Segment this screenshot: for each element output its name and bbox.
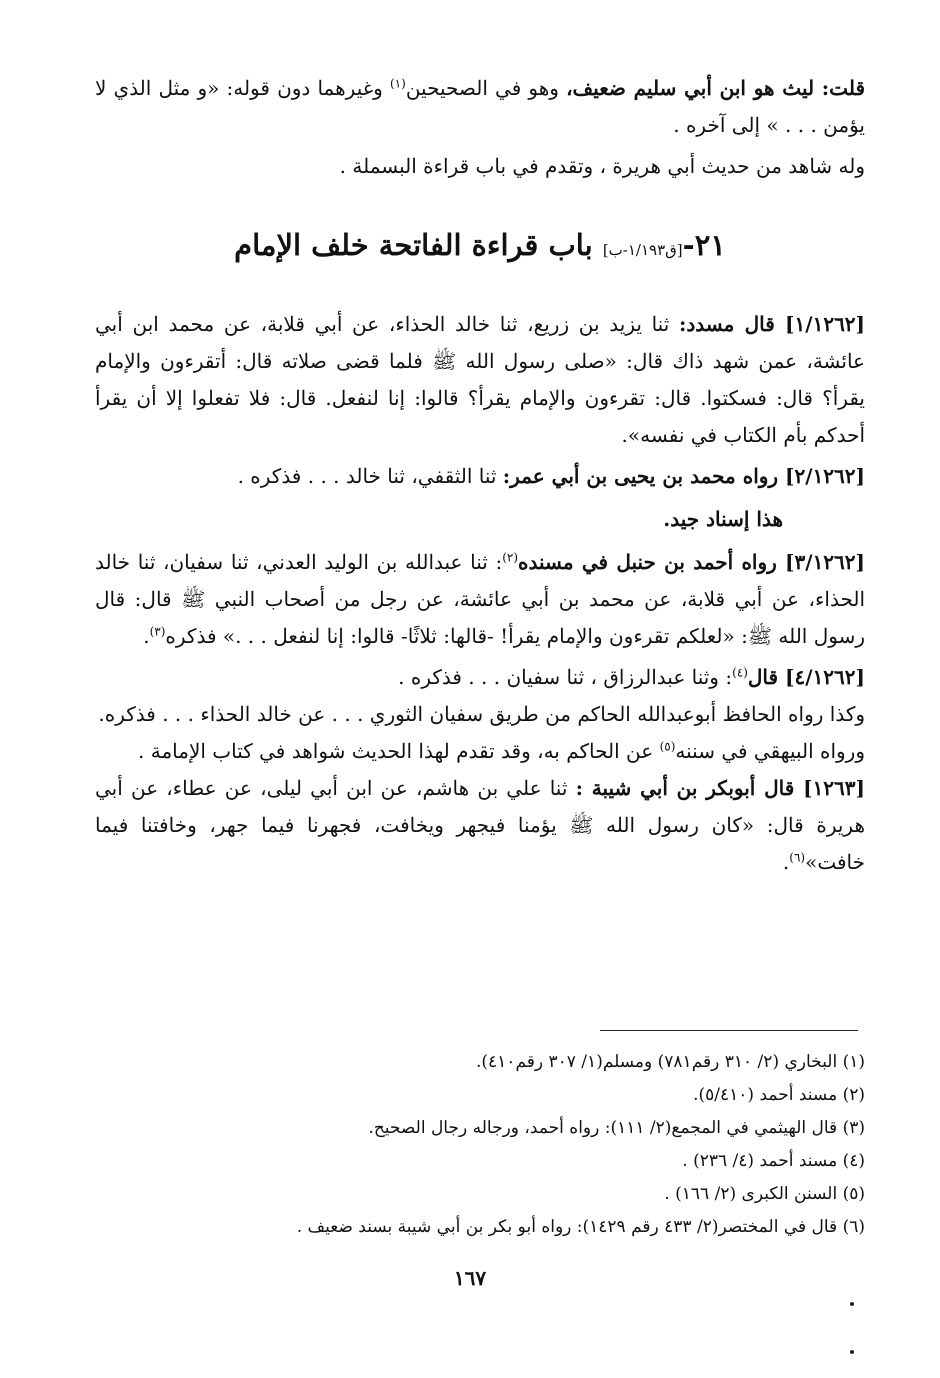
hadith-text-5: ثنا علي بن هاشم، عن ابن أبي ليلى، عن عطاء، عن أبي هريرة قال: «كان رسول الله ﷺ يؤمنا فيجهر ويخافت، فجهرنا فيما جهر، وخافتنا فيما خافت»	[95, 776, 865, 874]
footnote-4: (٤) مسند أحمد (٤/ ٢٣٦) .	[682, 1151, 865, 1171]
footnote-ref-5: (٥)	[659, 739, 676, 754]
manuscript-ref: [ق١/١٩٣-ب]	[602, 241, 683, 259]
hadith-entry-3	[95, 544, 865, 655]
page-number: ١٦٧	[453, 1266, 487, 1290]
footnote-5: (٥) السنن الكبرى (٢/ ١٦٦) .	[664, 1184, 865, 1204]
hadith-text-3: : ثنا عبدالله بن الوليد العدني، ثنا سفيان، ثنا خالد الحذاء، عن أبي قلابة، عن محمد بن أبي عائشة، عن رجل من أصحاب النبي ﷺ قال: قال رسول الله ﷺ: «لعلكم تقرءون والإمام يقرأ! -قالها: ثلاثًا- قالوا: إنا لنفعل . . .» فذكره	[95, 550, 865, 648]
intro-text: وهو في الصحيحين	[405, 76, 567, 100]
hadith-entry-4-hakim: وكذا رواه الحافظ أبوعبدالله الحاكم من طريق سفيان الثوري . . . عن خالد الحذاء . . . فذكره.	[98, 702, 865, 726]
hadith-text-1: ثنا يزيد بن زريع، ثنا خالد الحذاء، عن أبي قلابة، عن محمد ابن أبي عائشة، عمن شهد ذاك قال: «صلى رسول الله ﷺ فلما قضى صلاته قال: أتقرءون والإمام يقرأ؟ قال: فسكتوا. قال: تقرءون والإمام يقرأ؟ قالوا: إنا لنفعل. قال: فلا تفعلوا إلا أن يقرأ أحدكم بأم الكتاب في نفسه».	[95, 312, 865, 447]
hadith-label-2: [٢/١٢٦٢] رواه محمد بن يحيى بن أبي عمر:	[502, 464, 865, 488]
hadith-label-4: [٤/١٢٦٢] قال	[747, 665, 865, 689]
hadith-entry-2	[95, 458, 865, 495]
footnote-1: (١) البخاري (٢/ ٣١٠ رقم٧٨١) ومسلم(١/ ٣٠٧ رقم٤١٠).	[475, 1052, 865, 1072]
hadith-entry-4-bayhaqi	[95, 733, 865, 770]
page-body	[95, 70, 865, 881]
hadith-end-5: .	[782, 850, 790, 874]
hadith-label-3: [٣/١٢٦٢] رواه أحمد بن حنبل في مسنده	[518, 550, 865, 574]
footnote-ref-3: (٣)	[149, 624, 166, 639]
hadith-entry-4	[95, 659, 865, 696]
hadith-end-3: .	[143, 624, 150, 648]
footnote-ref-2: (٢)	[502, 550, 519, 565]
footnote-divider	[600, 1030, 858, 1031]
footnote-3: (٣) قال الهيثمي في المجمع(٢/ ١١١): رواه أحمد، ورجاله رجال الصحيح.	[368, 1118, 865, 1138]
intro-paragraph	[95, 70, 865, 144]
speck-mark	[850, 1350, 854, 1354]
footnote-ref-4: (٤)	[732, 665, 748, 680]
hadith-entry-1	[95, 306, 865, 454]
isnad-grade: هذا إسناد جيد.	[663, 507, 783, 531]
chapter-number: ٢١-	[682, 228, 726, 262]
footnote-6: (٦) قال في المختصر(٢/ ٤٣٣ رقم ١٤٢٩): رواه أبو بكر بن أبي شيبة بسند ضعيف .	[296, 1217, 865, 1237]
chapter-heading	[95, 225, 865, 270]
bayhaqi-text-cont: عن الحاكم به، وقد تقدم لهذا الحديث شواهد في كتاب الإمامة .	[138, 739, 660, 763]
intro-text-cont: وغيرهما دون قوله: «و مثل الذي لا يؤمن . . . » إلى آخره .	[95, 76, 865, 137]
bayhaqi-text: ورواه البيهقي في سننه	[675, 739, 865, 763]
hadith-text-4: : وثنا عبدالرزاق ، ثنا سفيان . . . فذكره .	[398, 665, 733, 689]
footnotes	[95, 1046, 865, 1244]
hadith-entry-5	[95, 770, 865, 881]
footnote-ref-1: (١)	[389, 76, 406, 91]
chapter-title: باب قراءة الفاتحة خلف الإمام	[234, 228, 593, 262]
hadith-text-2: ثنا الثقفي، ثنا خالد . . . فذكره .	[237, 464, 503, 488]
intro-paragraph-2: وله شاهد من حديث أبي هريرة ، وتقدم في باب قراءة البسملة .	[339, 154, 865, 178]
hadith-label-5: [١٢٦٣] قال أبوبكر بن أبي شيبة :	[575, 776, 865, 800]
footnote-ref-6: (٦)	[789, 850, 806, 865]
speck-mark	[850, 1302, 854, 1306]
intro-lead: قلت: ليث هو ابن أبي سليم ضعيف،	[566, 76, 866, 100]
footnote-2: (٢) مسند أحمد (٥/٤١٠).	[693, 1085, 865, 1105]
hadith-label-1: [١/١٢٦٢] قال مسدد:	[678, 312, 866, 336]
